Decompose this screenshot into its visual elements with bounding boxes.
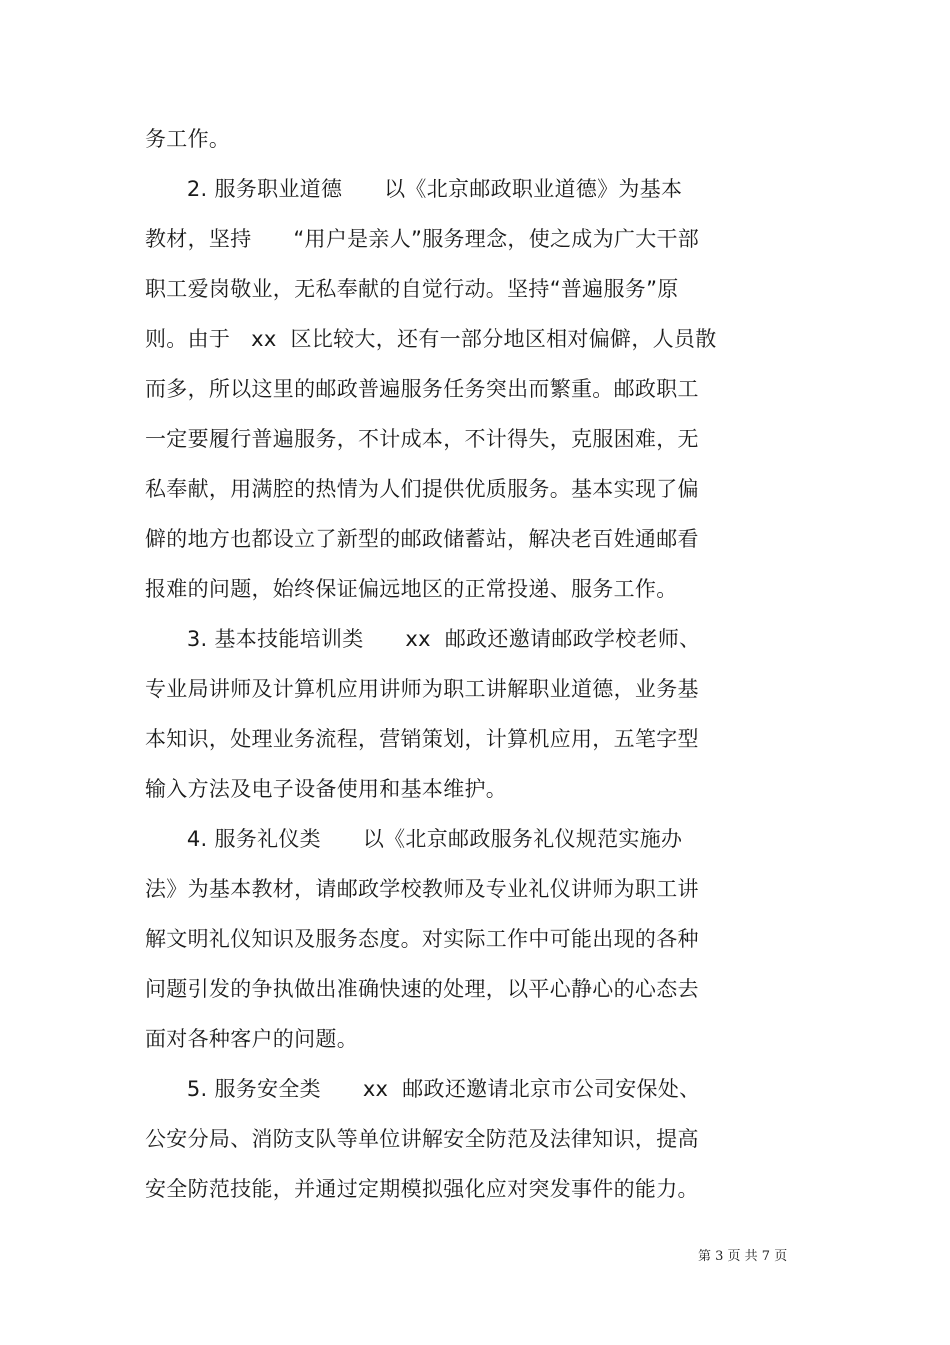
text-line: 本知识，处理业务流程，营销策划，计算机应用，五笔字型 <box>145 727 699 751</box>
text-line: 僻的地方也都设立了新型的邮政储蓄站，解决老百姓通邮看 <box>145 527 699 551</box>
text-line: 面对各种客户的问题。 <box>145 1027 358 1051</box>
text-line: 2. 服务职业道德 以《北京邮政职业道德》为基本 <box>145 177 683 201</box>
text-line: 3. 基本技能培训类 xx 邮政还邀请邮政学校老师、 <box>145 627 701 651</box>
text-line: 解文明礼仪知识及服务态度。对实际工作中可能出现的各种 <box>145 927 699 951</box>
text-line: 报难的问题，始终保证偏远地区的正常投递、服务工作。 <box>145 577 678 601</box>
page-number-footer: 第 3 页 共 7 页 <box>698 1249 788 1264</box>
text-line: 教材，坚持 “用户是亲人”服务理念，使之成为广大干部 <box>145 227 700 251</box>
text-line: 一定要履行普遍服务，不计成本，不计得失，克服困难，无 <box>145 427 699 451</box>
text-line: 输入方法及电子设备使用和基本维护。 <box>145 777 508 801</box>
text-line: 职工爱岗敬业，无私奉献的自觉行动。坚持“普遍服务”原 <box>145 277 679 301</box>
text-line: 而多，所以这里的邮政普遍服务任务突出而繁重。邮政职工 <box>145 377 699 401</box>
text-line: 专业局讲师及计算机应用讲师为职工讲解职业道德，业务基 <box>145 677 699 701</box>
text-line: 公安分局、消防支队等单位讲解安全防范及法律知识，提高 <box>145 1127 699 1151</box>
text-line: 务工作。 <box>145 127 231 151</box>
text-line: 问题引发的争执做出准确快速的处理，以平心静心的心态去 <box>145 977 699 1001</box>
text-line: 则。由于 xx 区比较大，还有一部分地区相对偏僻，人员散 <box>145 327 717 351</box>
text-line: 安全防范技能，并通过定期模拟强化应对突发事件的能力。 <box>145 1177 699 1201</box>
text-line: 法》为基本教材，请邮政学校教师及专业礼仪讲师为职工讲 <box>145 877 699 901</box>
text-line: 5. 服务安全类 xx 邮政还邀请北京市公司安保处、 <box>145 1077 701 1101</box>
text-line: 4. 服务礼仪类 以《北京邮政服务礼仪规范实施办 <box>145 827 683 851</box>
text-line: 私奉献，用满腔的热情为人们提供优质服务。基本实现了偏 <box>145 477 699 501</box>
